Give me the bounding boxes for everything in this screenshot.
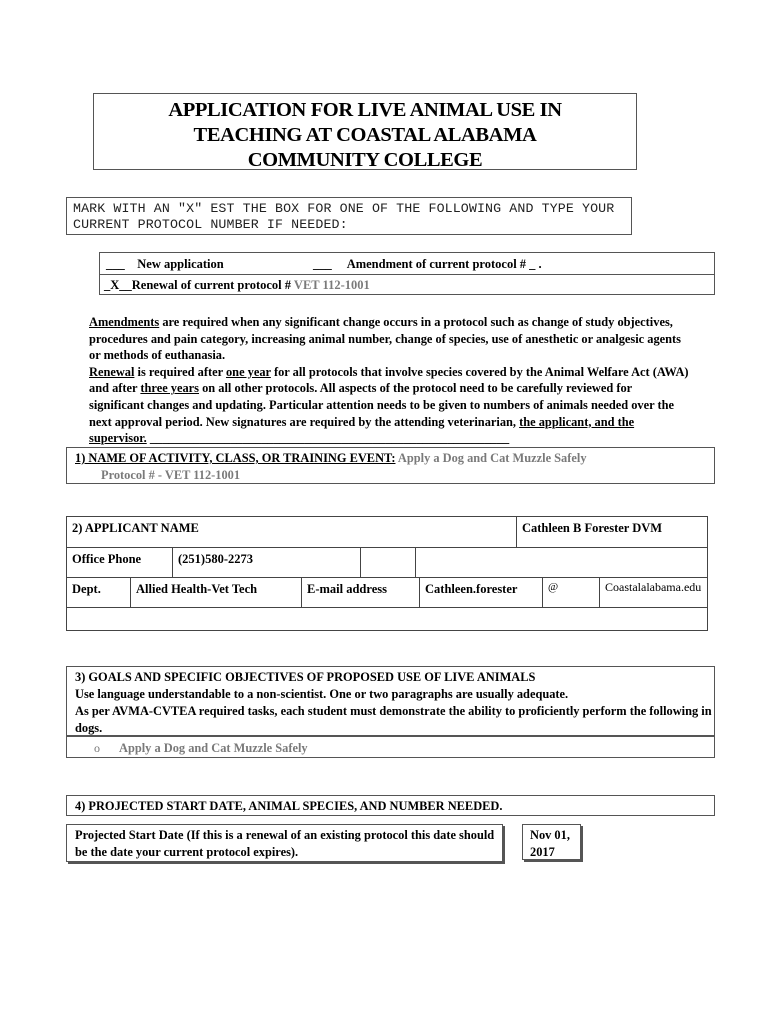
start-date-line-1: Nov 01,	[530, 828, 570, 842]
three-years-term: three years	[140, 381, 200, 396]
instructions-line-1: MARK WITH AN "X" EST THE BOX FOR ONE OF THE FOLLOWING AND TYPE YOUR	[73, 201, 615, 216]
office-phone-value[interactable]	[173, 548, 361, 578]
section-4-heading: 4) PROJECTED START DATE, ANIMAL SPECIES, AND NUMBER NEEDED.	[66, 795, 715, 816]
email-user-value[interactable]: Cathleen.forester	[420, 578, 543, 608]
start-date-line-2: 2017	[530, 845, 555, 859]
phone-extra-cell[interactable]	[361, 548, 416, 578]
section-1-activity	[66, 447, 715, 484]
instructions-line-2: CURRENT PROTOCOL NUMBER IF NEEDED:	[73, 217, 348, 232]
section-3-requirements: As per AVMA-CVTEA required tasks, each student must demonstrate the ability to proficiently perform the following in dogs.	[75, 704, 712, 735]
instructions-box	[66, 197, 632, 235]
renewal-text-2: for all protocols that involve species covered by the Animal Welfare Act (AWA) and after	[89, 364, 689, 396]
amendment-option[interactable]	[313, 257, 542, 272]
renewal-mark: _X__	[104, 278, 132, 292]
applicant-blank-row[interactable]	[67, 608, 708, 631]
notes-paragraph	[89, 314, 689, 447]
applicant-phone-table	[66, 547, 708, 578]
goals-item-text: Apply a Dog and Cat Muzzle Safely	[119, 741, 308, 755]
applicant-dept-table	[66, 577, 708, 631]
form-title	[93, 93, 637, 170]
phone-blank-cell[interactable]	[416, 548, 708, 578]
section-1-label: 1) NAME OF ACTIVITY, CLASS, OR TRAINING EVENT:	[75, 451, 396, 465]
activity-name-value[interactable]: Apply a Dog and Cat Muzzle Safely	[395, 451, 587, 465]
signatures-text: the applicant, and the supervisor.	[89, 414, 635, 446]
dept-label: Dept.	[67, 578, 131, 608]
dept-value[interactable]: Allied Health-Vet Tech	[131, 578, 302, 608]
section-3-instructions: Use language understandable to a non-scientist. One or two paragraphs are usually adequate.	[75, 687, 569, 701]
new-application-label: New application	[137, 257, 224, 271]
amendments-text: are required when any significant change occurs in a protocol such as change of study objectives, procedures and pain category, increasing animal number, change of species, use of anesthetic or analgesic agents or methods of euthanasia.	[89, 315, 681, 363]
renewal-label: Renewal of current protocol #	[131, 278, 292, 292]
office-phone-text: (251)580-2273	[178, 552, 253, 566]
bullet-icon: o	[94, 741, 100, 755]
section-3-label: 3) GOALS AND SPECIFIC OBJECTIVES OF PROPOSED USE OF LIVE ANIMALS	[75, 670, 536, 684]
renewal-text-3: on all other protocols. All aspects of the protocol need to be carefully reviewed for significant changes and updating. Particular attention needs to be given to numbers of animals needed over the next approval period. New signatures are required by the attending veterinarian,	[89, 381, 675, 429]
new-application-option[interactable]	[106, 257, 224, 272]
renewal-option[interactable]	[104, 278, 370, 293]
office-phone-label: Office Phone	[67, 548, 173, 578]
renewal-text-1: is required after	[134, 364, 226, 379]
start-date-value[interactable]	[522, 824, 581, 860]
email-label: E-mail address	[302, 578, 420, 608]
applicant-name-label: 2) APPLICANT NAME	[67, 517, 517, 548]
goals-list-item[interactable]	[66, 736, 715, 758]
signatures-blank: __________________________________________________________	[146, 431, 510, 446]
application-type-row-1	[99, 252, 715, 274]
email-domain-value[interactable]: Coastalalabama.edu	[600, 578, 708, 608]
new-application-mark: ___	[106, 257, 125, 271]
renewal-term: Renewal	[89, 364, 135, 379]
applicant-name-value[interactable]: Cathleen B Forester DVM	[516, 517, 707, 548]
amendments-term: Amendments	[89, 315, 160, 329]
renewal-protocol-number[interactable]: VET 112-1001	[293, 278, 370, 292]
applicant-table	[66, 516, 708, 548]
title-line-1: APPLICATION FOR LIVE ANIMAL USE IN	[168, 99, 562, 121]
title-line-2: TEACHING AT COASTAL ALABAMA	[193, 124, 537, 146]
activity-protocol-number[interactable]: Protocol # - VET 112-1001	[101, 467, 241, 482]
amendment-label: Amendment of current protocol # _ .	[346, 257, 542, 271]
email-at-sign: @	[543, 578, 600, 608]
one-year-term: one year	[225, 364, 271, 379]
start-date-label: Projected Start Date (If this is a renewal of an existing protocol this date should be the date your current protocol expires).	[66, 824, 503, 862]
application-type-row-2	[99, 274, 715, 295]
title-line-3: COMMUNITY COLLEGE	[247, 149, 483, 171]
amendment-mark: ___	[313, 257, 332, 271]
section-3-goals	[66, 666, 715, 736]
